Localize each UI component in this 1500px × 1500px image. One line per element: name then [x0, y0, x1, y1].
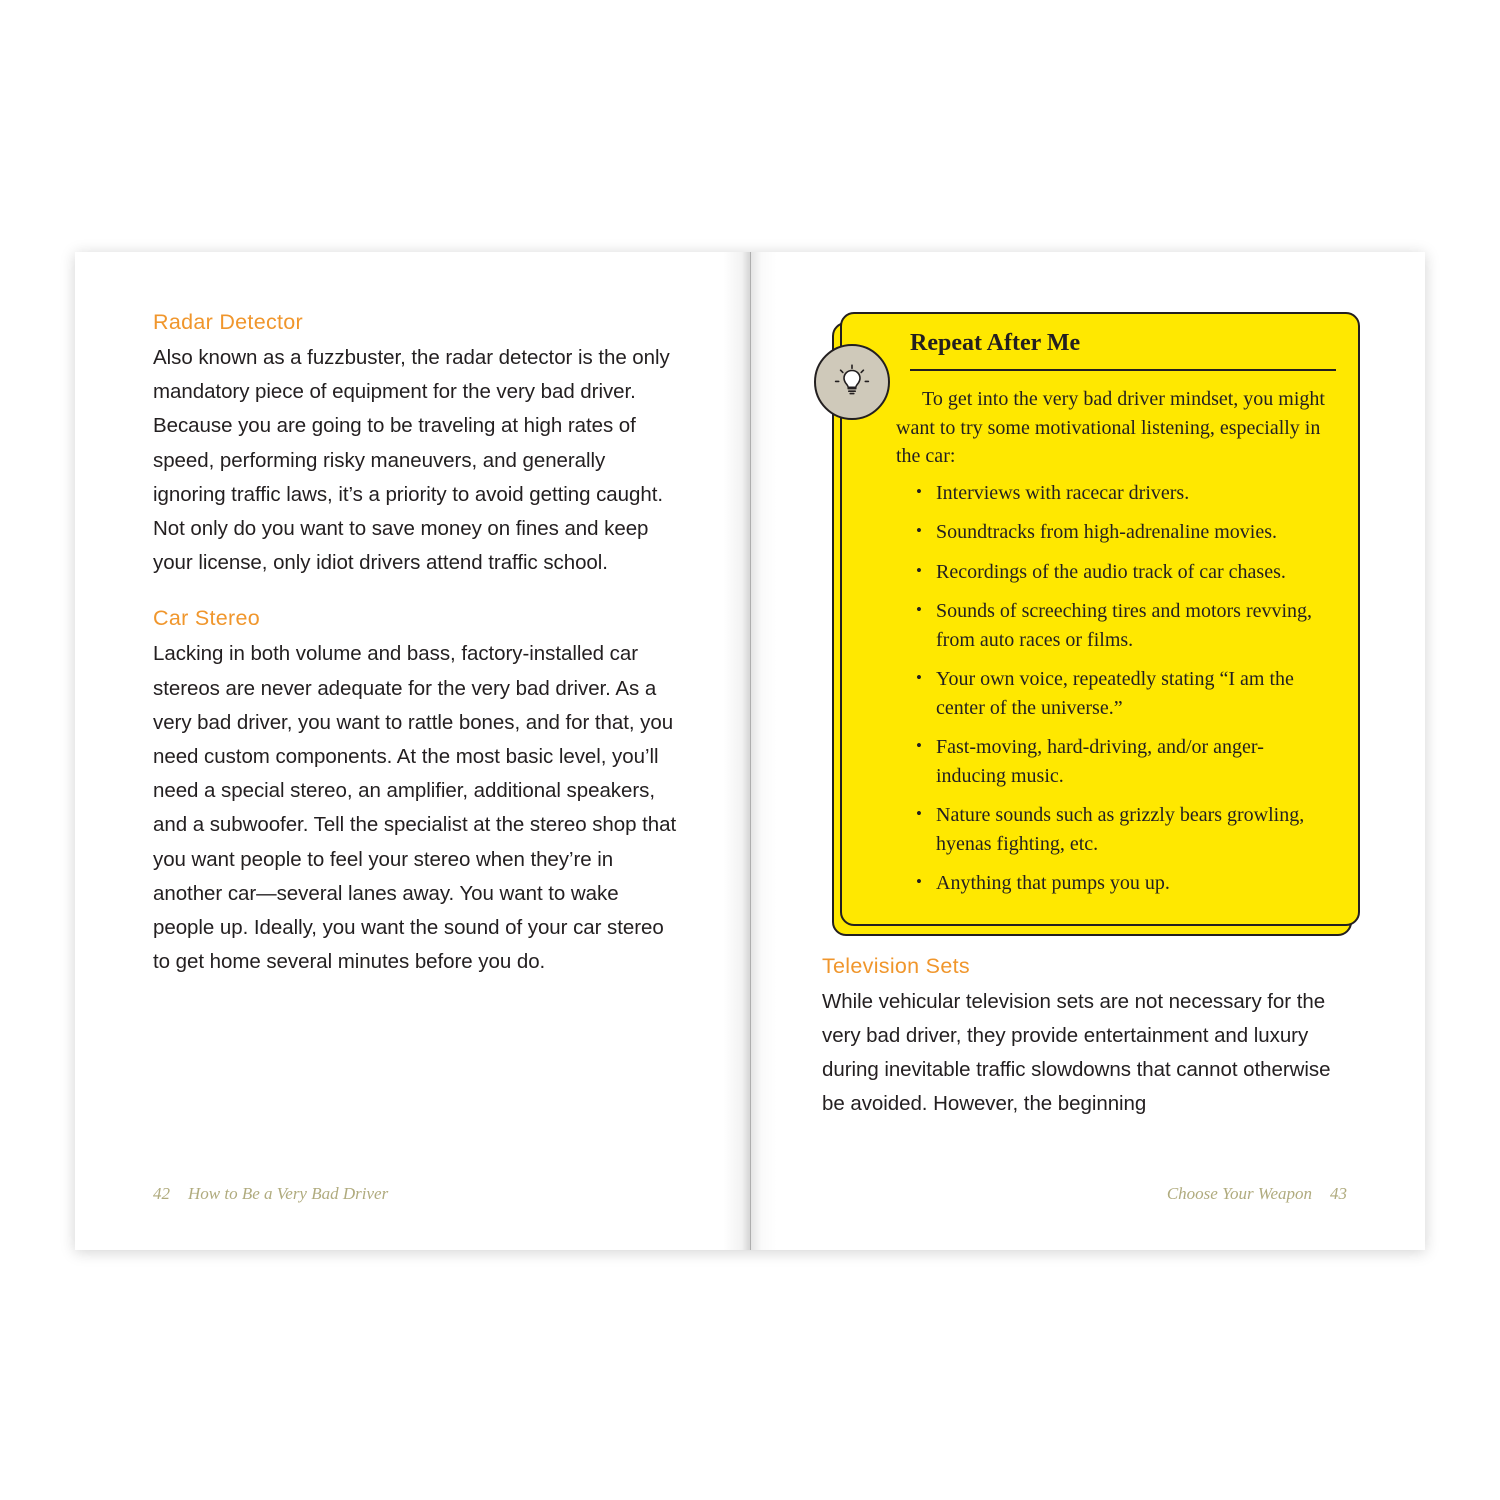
list-item: • Your own voice, repeatedly stating “I am the center of the universe.” — [916, 665, 1330, 722]
page-number-right: 43 — [1330, 1184, 1347, 1203]
running-head-left: How to Be a Very Bad Driver — [188, 1184, 389, 1203]
page-right — [750, 252, 1425, 1250]
page-left — [75, 252, 750, 1250]
section-television-sets — [822, 954, 1347, 1122]
lightbulb-icon — [814, 344, 890, 420]
running-head-right: Choose Your Weapon — [1166, 1184, 1312, 1203]
section-body-radar-detector: Also known as a fuzzbuster, the radar detector is the only mandatory piece of equipment for the very bad driver. Because you are going to be traveling at high rates of speed, performing risky maneuvers, and generally ignoring traffic laws, it’s a priority to avoid getting caught. Not only do you want to save money on fines and keep your license, only idiot drivers attend traffic school. — [153, 346, 670, 575]
section-body-car-stereo: Lacking in both volume and bass, factory-installed car stereos are never adequate for the very bad driver. As a very bad driver, you want to rattle bones, and for that, you need custom components. At the most basic level, you’ll need a special stereo, an amplifier, additional speakers, and a subwoofer. Tell the specialist at the stereo shop that you want people to feel your stereo when they’re in another car—several lanes away. You want to wake people up. Ideally, you want the sound of your car stereo to get home several minutes before you do. — [153, 642, 677, 974]
section-body-television-sets: While vehicular television sets are not necessary for the very bad driver, they provide entertainment and luxury during inevitable traffic slowdowns that cannot otherwise be avoided. However, the beginning — [822, 989, 1331, 1116]
list-item: • Soundtracks from high-adrenaline movies. — [916, 518, 1330, 547]
sidebar-box — [840, 312, 1360, 926]
book-spread — [75, 252, 1425, 1250]
section-heading-radar-detector: Radar Detector — [153, 310, 303, 334]
list-item: • Interviews with racecar drivers. — [916, 479, 1330, 508]
page-number-left: 42 — [153, 1184, 170, 1203]
list-item: • Anything that pumps you up. — [916, 869, 1330, 898]
list-item: • Sounds of screeching tires and motors revving, from auto races or films. — [916, 597, 1330, 654]
section-heading-car-stereo: Car Stereo — [153, 606, 260, 631]
footer-left — [153, 1184, 388, 1204]
sidebar-callout — [830, 312, 1360, 926]
section-heading-television-sets: Television Sets — [822, 953, 970, 978]
list-item: • Nature sounds such as grizzly bears growling, hyenas fighting, etc. — [916, 801, 1330, 858]
footer-right — [1167, 1184, 1347, 1204]
sidebar-list — [882, 479, 1336, 898]
list-item: • Recordings of the audio track of car chases. — [916, 558, 1330, 587]
sidebar-intro: To get into the very bad driver mindset, you might want to try some motivational listening, especially in the car: — [896, 388, 1325, 467]
book-spine — [750, 252, 751, 1250]
list-item: • Fast-moving, hard-driving, and/or anger-inducing music. — [916, 733, 1330, 790]
sidebar-title: Repeat After Me — [910, 330, 1336, 371]
